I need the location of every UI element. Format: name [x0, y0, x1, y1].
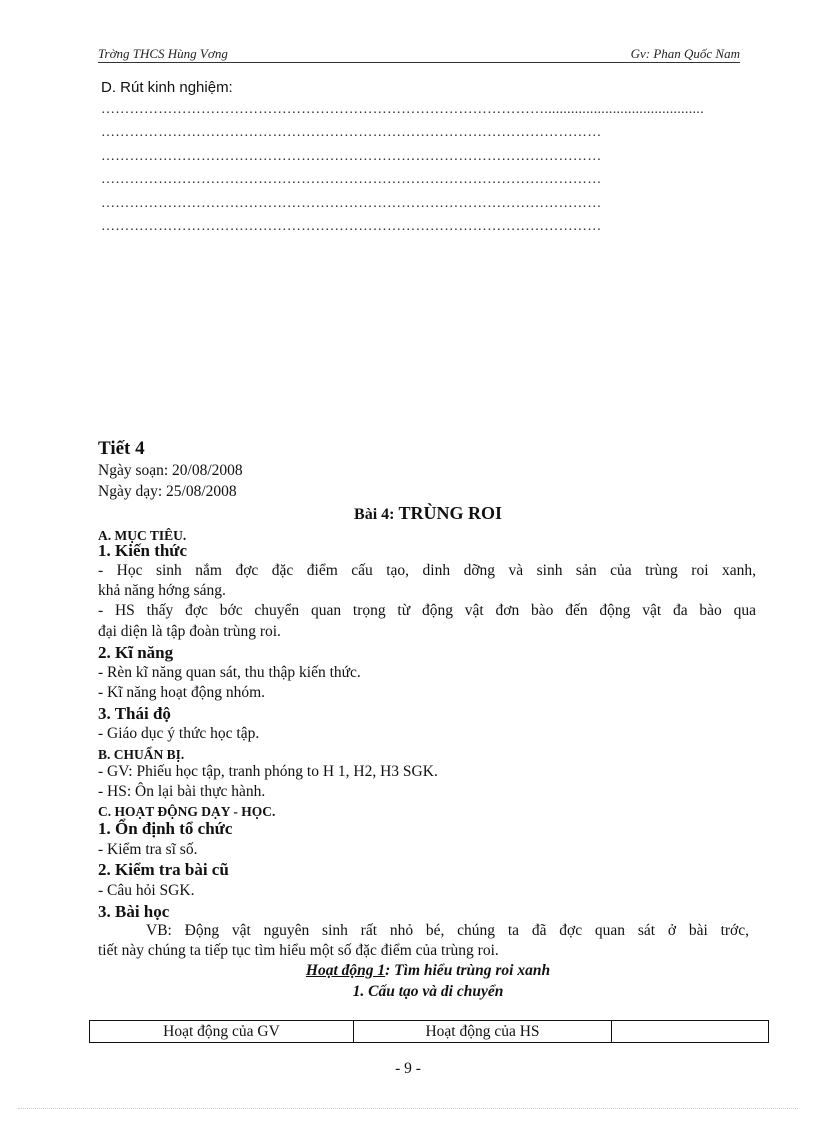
activity-rest: : Tìm hiểu trùng roi xanh — [385, 962, 551, 979]
lesson-body-title: 3. Bài học — [98, 902, 170, 921]
intro-line-2: tiết này chúng ta tiếp tục tìm hiểu một số đặc điểm của trùng roi. — [98, 942, 499, 959]
dotted-line: ………………………………………………………………………………….......................................... — [101, 102, 704, 117]
intro-line-1: VB: Động vật nguyên sinh rất nhỏ bé, chúng ta đã đợc quan sát ở bài trớc, — [146, 922, 749, 939]
section-c-title: C. HOẠT ĐỘNG DẠY - HỌC. — [98, 804, 276, 819]
skill-1: - Rèn kĩ năng quan sát, thu thập kiến thức. — [98, 664, 361, 681]
teach-date: Ngày dạy: 25/08/2008 — [98, 483, 237, 500]
page-number: - 9 - — [395, 1060, 421, 1077]
knowledge-title: 1. Kiến thức — [98, 541, 188, 560]
lesson-title — [98, 503, 758, 524]
knowledge-1b: khả năng hớng sáng. — [98, 582, 226, 599]
header-teacher: Gv: Phan Quốc Nam — [630, 46, 740, 61]
org-title: 1. Ổn định tổ chức — [98, 819, 233, 838]
dotted-line: …………………………………………………………………………………………… — [101, 172, 602, 187]
section-b-title: B. CHUẨN BỊ. — [98, 747, 185, 762]
knowledge-2a: - HS thấy đợc bớc chuyển quan trọng từ động vật đơn bào đến động vật đa bào qua — [98, 602, 756, 619]
activity-heading — [98, 962, 758, 980]
check-1: - Câu hỏi SGK. — [98, 882, 195, 899]
attitude-1: - Giáo dục ý thức học tập. — [98, 725, 260, 742]
attitude-title: 3. Thái độ — [98, 704, 171, 723]
knowledge-1a: - Học sinh nắm đợc đặc điểm cấu tạo, dinh dỡng và sinh sản của trùng roi xanh, — [98, 562, 756, 579]
skill-2: - Kĩ năng hoạt động nhóm. — [98, 684, 266, 701]
dotted-line: …………………………………………………………………………………………… — [101, 125, 602, 140]
knowledge-2b: đại diện là tập đoàn trùng roi. — [98, 623, 281, 640]
table-header-row — [90, 1021, 769, 1043]
prep-date: Ngày soạn: 20/08/2008 — [98, 462, 243, 479]
page-edge-rule — [18, 1108, 798, 1109]
lesson-title-main: TRÙNG ROI — [398, 503, 502, 523]
org-1: - Kiểm tra sĩ số. — [98, 841, 198, 858]
prep-gv: - GV: Phiếu học tập, tranh phóng to H 1, H2, H3 SGK. — [98, 763, 438, 780]
dotted-line: …………………………………………………………………………………………… — [101, 196, 602, 211]
prep-hs: - HS: Ôn lại bài thực hành. — [98, 783, 266, 800]
check-title: 2. Kiểm tra bài cũ — [98, 860, 229, 879]
header-rule — [98, 62, 740, 63]
section-a-title: A. MỤC TIÊU. — [98, 528, 187, 543]
header-school: Trờng THCS Hùng Vơng — [98, 46, 228, 61]
table-header-gv: Hoạt động của GV — [90, 1021, 354, 1043]
skills-title: 2. Kĩ năng — [98, 643, 174, 662]
lesson-title-prefix: Bài 4: — [354, 506, 395, 523]
experience-title: D. Rút kinh nghiệm: — [101, 79, 233, 96]
lesson-period: Tiết 4 — [98, 438, 145, 459]
table-header-empty — [612, 1021, 769, 1043]
activity-table — [89, 1020, 769, 1043]
activity-subtitle: 1. Cấu tạo và di chuyển — [352, 983, 504, 1000]
dotted-line: …………………………………………………………………………………………… — [101, 149, 602, 164]
table-header-hs: Hoạt động của HS — [354, 1021, 612, 1043]
activity-label: Hoạt động 1 — [305, 962, 386, 979]
dotted-line: …………………………………………………………………………………………… — [101, 219, 602, 234]
